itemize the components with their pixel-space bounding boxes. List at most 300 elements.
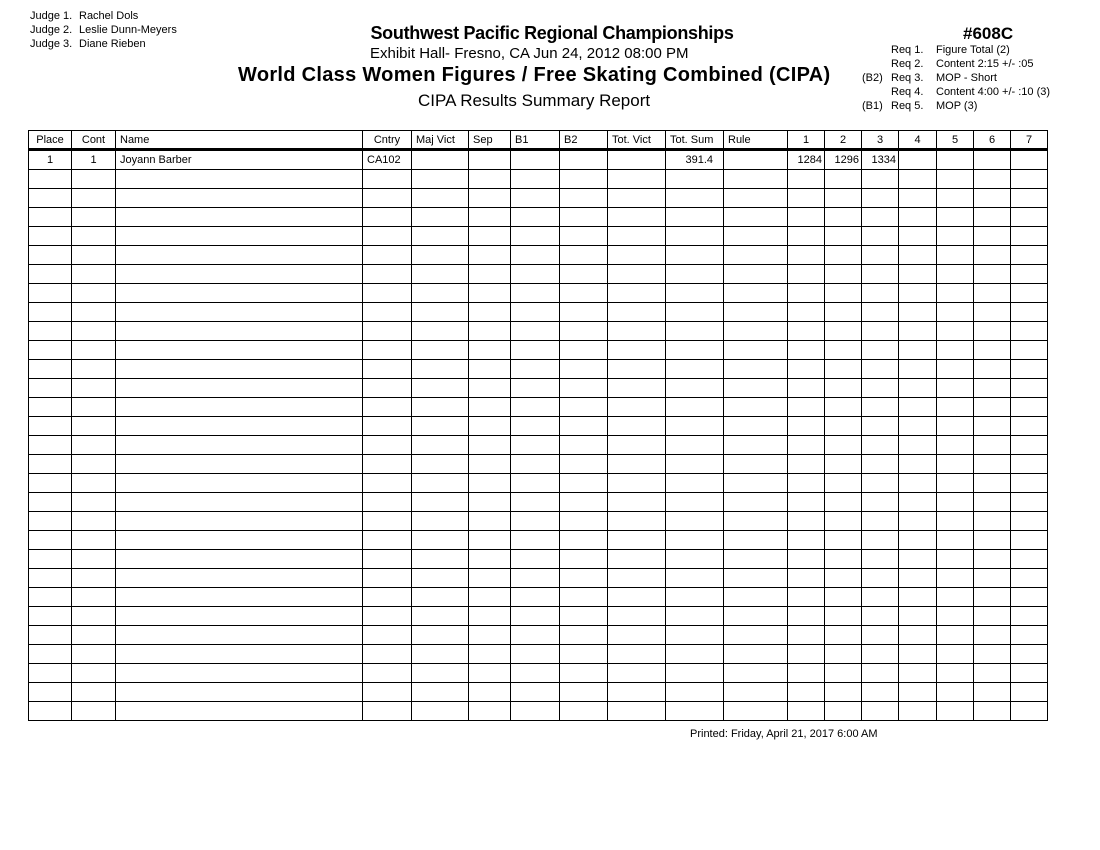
empty-cell (511, 550, 560, 569)
empty-cell (974, 246, 1011, 265)
empty-cell (412, 569, 469, 588)
empty-cell (72, 227, 116, 246)
table-row-empty (29, 227, 1048, 246)
cell-place: 1 (29, 150, 72, 170)
empty-cell (116, 702, 363, 721)
empty-cell (511, 588, 560, 607)
empty-cell (899, 398, 937, 417)
empty-cell (825, 645, 862, 664)
empty-cell (788, 322, 825, 341)
empty-cell (724, 341, 788, 360)
requirement-label: Req 4. (891, 86, 924, 98)
empty-cell (974, 398, 1011, 417)
empty-cell (788, 626, 825, 645)
empty-cell (937, 531, 974, 550)
empty-cell (608, 702, 666, 721)
cell-tot-vict (608, 150, 666, 170)
empty-cell (974, 265, 1011, 284)
empty-cell (469, 417, 511, 436)
printed-timestamp: Printed: Friday, April 21, 2017 6:00 AM (690, 728, 878, 740)
empty-cell (412, 246, 469, 265)
empty-cell (560, 398, 608, 417)
empty-cell (412, 664, 469, 683)
table-row-empty (29, 189, 1048, 208)
requirement-label: Req 5. (891, 100, 924, 112)
empty-cell (788, 265, 825, 284)
empty-cell (412, 284, 469, 303)
empty-cell (825, 284, 862, 303)
empty-cell (825, 474, 862, 493)
empty-cell (116, 645, 363, 664)
empty-cell (469, 474, 511, 493)
empty-cell (724, 645, 788, 664)
empty-cell (974, 322, 1011, 341)
empty-cell (825, 322, 862, 341)
empty-cell (899, 436, 937, 455)
empty-cell (412, 227, 469, 246)
empty-cell (899, 664, 937, 683)
empty-cell (1011, 417, 1048, 436)
empty-cell (1011, 607, 1048, 626)
empty-cell (608, 569, 666, 588)
empty-cell (469, 398, 511, 417)
empty-cell (608, 474, 666, 493)
empty-cell (560, 379, 608, 398)
empty-cell (825, 626, 862, 645)
empty-cell (666, 303, 724, 322)
empty-cell (116, 398, 363, 417)
empty-cell (937, 322, 974, 341)
empty-cell (608, 588, 666, 607)
cell-judge-7 (1011, 150, 1048, 170)
empty-cell (29, 398, 72, 417)
empty-cell (899, 379, 937, 398)
empty-cell (29, 284, 72, 303)
empty-cell (825, 607, 862, 626)
empty-cell (412, 531, 469, 550)
empty-cell (412, 341, 469, 360)
empty-cell (511, 531, 560, 550)
empty-cell (72, 398, 116, 417)
empty-cell (862, 208, 899, 227)
empty-cell (825, 683, 862, 702)
empty-cell (72, 265, 116, 284)
empty-cell (788, 645, 825, 664)
empty-cell (825, 341, 862, 360)
empty-cell (560, 341, 608, 360)
requirement-2 (862, 57, 1034, 71)
empty-cell (72, 189, 116, 208)
empty-cell (412, 360, 469, 379)
empty-cell (511, 322, 560, 341)
empty-cell (899, 246, 937, 265)
empty-cell (412, 512, 469, 531)
empty-cell (29, 303, 72, 322)
empty-cell (116, 227, 363, 246)
cell-tot-sum: 391.4 (666, 150, 724, 170)
empty-cell (974, 683, 1011, 702)
empty-cell (29, 588, 72, 607)
empty-cell (560, 626, 608, 645)
empty-cell (469, 265, 511, 284)
empty-cell (1011, 455, 1048, 474)
empty-cell (116, 550, 363, 569)
table-row-empty (29, 455, 1048, 474)
col-header-maj-vict: Maj Vict (412, 131, 469, 150)
empty-cell (1011, 208, 1048, 227)
table-row-empty (29, 531, 1048, 550)
empty-cell (29, 208, 72, 227)
empty-cell (72, 436, 116, 455)
empty-cell (724, 227, 788, 246)
empty-cell (511, 455, 560, 474)
empty-cell (511, 341, 560, 360)
empty-cell (469, 246, 511, 265)
empty-cell (511, 474, 560, 493)
empty-cell (560, 569, 608, 588)
col-header-judge-3: 3 (862, 131, 899, 150)
empty-cell (862, 455, 899, 474)
empty-cell (974, 189, 1011, 208)
judge-name: Rachel Dols (79, 10, 139, 22)
empty-cell (788, 284, 825, 303)
event-number: #608C (963, 24, 1014, 43)
empty-cell (560, 360, 608, 379)
empty-cell (469, 550, 511, 569)
empty-cell (825, 379, 862, 398)
empty-cell (862, 702, 899, 721)
table-row-empty (29, 626, 1048, 645)
empty-cell (974, 569, 1011, 588)
col-header-place: Place (29, 131, 72, 150)
empty-cell (116, 379, 363, 398)
empty-cell (899, 607, 937, 626)
empty-cell (862, 531, 899, 550)
empty-cell (788, 360, 825, 379)
empty-cell (937, 417, 974, 436)
empty-cell (363, 645, 412, 664)
empty-cell (825, 227, 862, 246)
empty-cell (862, 607, 899, 626)
empty-cell (363, 607, 412, 626)
empty-cell (825, 512, 862, 531)
empty-cell (724, 569, 788, 588)
empty-cell (1011, 436, 1048, 455)
empty-cell (511, 569, 560, 588)
empty-cell (974, 303, 1011, 322)
empty-cell (511, 360, 560, 379)
empty-cell (29, 436, 72, 455)
empty-cell (788, 379, 825, 398)
empty-cell (29, 265, 72, 284)
requirement-text: MOP - Short (936, 72, 997, 84)
empty-cell (666, 417, 724, 436)
empty-cell (29, 360, 72, 379)
cell-rule (724, 150, 788, 170)
empty-cell (469, 227, 511, 246)
table-row-empty (29, 550, 1048, 569)
table-row-empty (29, 398, 1048, 417)
col-header-tot-sum: Tot. Sum (666, 131, 724, 150)
empty-cell (363, 512, 412, 531)
empty-cell (825, 246, 862, 265)
empty-cell (825, 436, 862, 455)
empty-cell (666, 379, 724, 398)
empty-cell (862, 379, 899, 398)
empty-cell (116, 474, 363, 493)
empty-cell (862, 474, 899, 493)
col-header-tot-vict: Tot. Vict (608, 131, 666, 150)
empty-cell (29, 626, 72, 645)
empty-cell (666, 550, 724, 569)
empty-cell (29, 170, 72, 189)
empty-cell (899, 284, 937, 303)
empty-cell (899, 265, 937, 284)
empty-cell (560, 664, 608, 683)
empty-cell (666, 189, 724, 208)
empty-cell (469, 683, 511, 702)
empty-cell (862, 360, 899, 379)
empty-cell (608, 322, 666, 341)
empty-cell (469, 170, 511, 189)
empty-cell (469, 284, 511, 303)
empty-cell (1011, 284, 1048, 303)
empty-cell (788, 303, 825, 322)
empty-cell (469, 645, 511, 664)
empty-cell (724, 379, 788, 398)
empty-cell (724, 664, 788, 683)
empty-cell (1011, 322, 1048, 341)
empty-cell (363, 379, 412, 398)
empty-cell (560, 417, 608, 436)
empty-cell (788, 512, 825, 531)
table-row-empty (29, 683, 1048, 702)
empty-cell (72, 246, 116, 265)
empty-cell (862, 227, 899, 246)
empty-cell (937, 170, 974, 189)
empty-cell (937, 227, 974, 246)
col-header-cont: Cont (72, 131, 116, 150)
empty-cell (666, 436, 724, 455)
empty-cell (974, 493, 1011, 512)
empty-cell (72, 531, 116, 550)
empty-cell (666, 341, 724, 360)
results-body (29, 150, 1048, 721)
empty-cell (363, 284, 412, 303)
empty-cell (899, 588, 937, 607)
empty-cell (72, 607, 116, 626)
col-header-cntry: Cntry (363, 131, 412, 150)
empty-cell (724, 284, 788, 303)
empty-cell (560, 493, 608, 512)
empty-cell (560, 645, 608, 664)
empty-cell (560, 702, 608, 721)
empty-cell (469, 303, 511, 322)
empty-cell (788, 417, 825, 436)
empty-cell (862, 303, 899, 322)
empty-cell (72, 493, 116, 512)
empty-cell (825, 170, 862, 189)
empty-cell (788, 474, 825, 493)
empty-cell (511, 246, 560, 265)
empty-cell (363, 531, 412, 550)
empty-cell (666, 512, 724, 531)
empty-cell (862, 170, 899, 189)
empty-cell (412, 683, 469, 702)
empty-cell (72, 626, 116, 645)
empty-cell (788, 664, 825, 683)
empty-cell (29, 379, 72, 398)
empty-cell (724, 702, 788, 721)
table-row-empty (29, 436, 1048, 455)
empty-cell (72, 569, 116, 588)
empty-cell (862, 683, 899, 702)
empty-cell (469, 322, 511, 341)
empty-cell (724, 607, 788, 626)
empty-cell (666, 265, 724, 284)
col-header-judge-2: 2 (825, 131, 862, 150)
empty-cell (608, 303, 666, 322)
empty-cell (937, 341, 974, 360)
empty-cell (788, 531, 825, 550)
empty-cell (511, 379, 560, 398)
cell-judge-4 (899, 150, 937, 170)
empty-cell (666, 664, 724, 683)
empty-cell (1011, 512, 1048, 531)
empty-cell (511, 208, 560, 227)
empty-cell (899, 322, 937, 341)
empty-cell (724, 626, 788, 645)
empty-cell (469, 664, 511, 683)
empty-cell (511, 664, 560, 683)
requirement-prefix: (B1) (862, 100, 883, 112)
empty-cell (862, 189, 899, 208)
empty-cell (899, 645, 937, 664)
empty-cell (363, 569, 412, 588)
empty-cell (666, 246, 724, 265)
empty-cell (862, 246, 899, 265)
empty-cell (788, 341, 825, 360)
empty-cell (788, 208, 825, 227)
empty-cell (412, 208, 469, 227)
empty-cell (560, 227, 608, 246)
empty-cell (937, 588, 974, 607)
empty-cell (862, 588, 899, 607)
empty-cell (363, 436, 412, 455)
empty-cell (666, 208, 724, 227)
empty-cell (560, 588, 608, 607)
empty-cell (899, 455, 937, 474)
empty-cell (724, 550, 788, 569)
empty-cell (937, 493, 974, 512)
empty-cell (29, 702, 72, 721)
empty-cell (608, 189, 666, 208)
empty-cell (724, 474, 788, 493)
empty-cell (363, 550, 412, 569)
requirement-5 (862, 99, 977, 113)
empty-cell (899, 493, 937, 512)
cell-cont: 1 (72, 150, 116, 170)
empty-cell (72, 588, 116, 607)
table-row-empty (29, 170, 1048, 189)
empty-cell (560, 303, 608, 322)
empty-cell (899, 512, 937, 531)
empty-cell (666, 569, 724, 588)
empty-cell (511, 189, 560, 208)
requirement-text: Figure Total (2) (936, 44, 1010, 56)
empty-cell (666, 702, 724, 721)
empty-cell (72, 341, 116, 360)
empty-cell (1011, 702, 1048, 721)
empty-cell (862, 493, 899, 512)
empty-cell (116, 208, 363, 227)
empty-cell (412, 436, 469, 455)
empty-cell (1011, 683, 1048, 702)
empty-cell (469, 626, 511, 645)
table-row (29, 150, 1048, 170)
empty-cell (825, 664, 862, 683)
empty-cell (560, 512, 608, 531)
empty-cell (363, 398, 412, 417)
empty-cell (412, 170, 469, 189)
col-header-judge-4: 4 (899, 131, 937, 150)
empty-cell (862, 512, 899, 531)
empty-cell (412, 189, 469, 208)
cell-judge-3: 1334 (862, 150, 899, 170)
empty-cell (511, 512, 560, 531)
empty-cell (412, 417, 469, 436)
empty-cell (937, 474, 974, 493)
empty-cell (1011, 588, 1048, 607)
empty-cell (608, 493, 666, 512)
empty-cell (116, 607, 363, 626)
empty-cell (29, 341, 72, 360)
empty-cell (862, 550, 899, 569)
empty-cell (560, 189, 608, 208)
empty-cell (825, 208, 862, 227)
requirement-1 (862, 43, 1010, 57)
empty-cell (29, 493, 72, 512)
event-title: World Class Women Figures / Free Skating Combined (CIPA) (238, 64, 831, 86)
table-row-empty (29, 417, 1048, 436)
empty-cell (116, 265, 363, 284)
empty-cell (666, 588, 724, 607)
empty-cell (72, 474, 116, 493)
empty-cell (937, 664, 974, 683)
empty-cell (72, 303, 116, 322)
empty-cell (412, 398, 469, 417)
cell-cntry: CA102 (363, 150, 412, 170)
empty-cell (974, 607, 1011, 626)
empty-cell (469, 189, 511, 208)
empty-cell (511, 436, 560, 455)
empty-cell (666, 493, 724, 512)
table-row-empty (29, 702, 1048, 721)
empty-cell (363, 493, 412, 512)
col-header-sep: Sep (469, 131, 511, 150)
empty-cell (1011, 189, 1048, 208)
empty-cell (974, 664, 1011, 683)
empty-cell (862, 645, 899, 664)
table-row-empty (29, 303, 1048, 322)
empty-cell (363, 189, 412, 208)
empty-cell (560, 265, 608, 284)
empty-cell (29, 664, 72, 683)
empty-cell (29, 227, 72, 246)
empty-cell (29, 455, 72, 474)
empty-cell (560, 436, 608, 455)
requirement-text: Content 2:15 +/- :05 (936, 58, 1034, 70)
